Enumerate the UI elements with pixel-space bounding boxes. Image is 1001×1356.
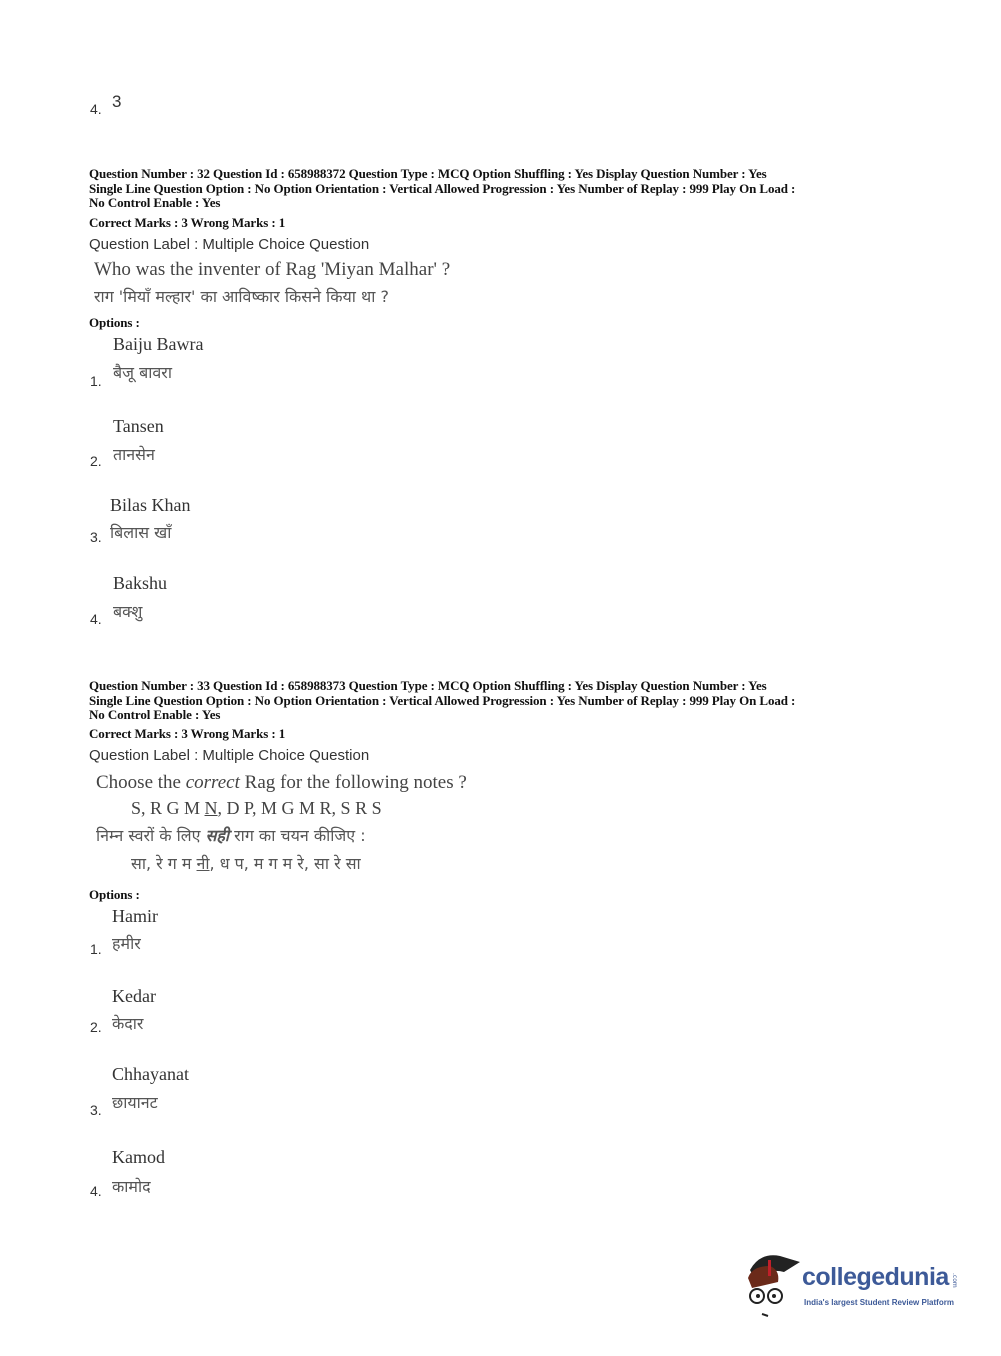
header-line: No Control Enable : Yes — [89, 707, 221, 722]
q32-option-2-number: 2. — [90, 453, 102, 469]
logo-tagline: India's largest Student Review Platform — [804, 1298, 954, 1307]
prev-option-number: 4. — [90, 101, 102, 117]
prev-option-value: 3 — [112, 92, 122, 111]
question-33-label: Question Label : Multiple Choice Question — [89, 747, 370, 764]
q32-option-2-hi[interactable]: तानसेन — [113, 445, 155, 464]
question-33-marks: Correct Marks : 3 Wrong Marks : 1 — [89, 726, 286, 741]
question-33-options-label: Options : — [89, 887, 140, 902]
q33-option-3-number: 3. — [90, 1102, 102, 1118]
q33-option-4-en[interactable]: Kamod — [112, 1147, 165, 1167]
logo-wordmark — [802, 1262, 958, 1292]
q33-option-4-hi[interactable]: कामोद — [112, 1177, 151, 1196]
header-line: Question Number : 33 Question Id : 658988373 Question Type : MCQ Option Shuffling : Yes Display Question Number : Yes — [89, 678, 767, 693]
q33-option-1-number: 1. — [90, 941, 102, 957]
header-line: Single Line Question Option : No Option Orientation : Vertical Allowed Progression : Yes Number of Replay : 999 Play On Load : — [89, 180, 796, 196]
q32-option-4-en[interactable]: Bakshu — [113, 573, 167, 593]
q32-option-1-hi[interactable]: बैजू बावरा — [113, 363, 172, 382]
question-32-text-en: Who was the inventer of Rag 'Miyan Malhar' ? — [94, 259, 451, 280]
question-32-text-hi: राग 'मियाँ मल्हार' का आविष्कार किसने किया था ? — [94, 287, 389, 306]
logo-suffix: .com — [950, 1273, 958, 1288]
question-33-text-hi: निम्न स्वरों के लिए सही राग का चयन कीजिए : — [96, 826, 366, 845]
q33-option-1-en[interactable]: Hamir — [112, 906, 158, 926]
question-33-notes-hi: सा, रे ग म नी, ध प, म ग म रे, सा रे सा — [131, 854, 361, 873]
q32-option-4-hi[interactable]: बक्शु — [113, 602, 143, 621]
question-32-marks: Correct Marks : 3 Wrong Marks : 1 — [89, 215, 286, 230]
q32-option-3-en[interactable]: Bilas Khan — [110, 495, 191, 515]
question-33-notes-en: S, R G M N, D P, M G M R, S R S — [131, 798, 382, 818]
q33-option-3-hi[interactable]: छायानट — [112, 1093, 158, 1112]
question-33-text-en: Choose the correct Rag for the following notes ? — [96, 772, 467, 793]
q32-option-4-number: 4. — [90, 611, 102, 627]
mascot-icon — [740, 1248, 802, 1318]
q33-option-3-en[interactable]: Chhayanat — [112, 1064, 189, 1084]
q33-option-1-hi[interactable]: हमीर — [112, 934, 141, 953]
header-line: No Control Enable : Yes — [89, 195, 221, 210]
q32-option-2-en[interactable]: Tansen — [113, 416, 164, 436]
collegedunia-logo — [740, 1248, 990, 1320]
q32-option-1-en[interactable]: Baiju Bawra — [113, 334, 204, 354]
q32-option-1-number: 1. — [90, 373, 102, 389]
question-32-header — [89, 167, 795, 211]
header-line: Single Line Question Option : No Option Orientation : Vertical Allowed Progression : Yes Number of Replay : 999 Play On Load : — [89, 692, 796, 708]
logo-name: collegedunia — [802, 1263, 949, 1291]
q33-option-2-en[interactable]: Kedar — [112, 986, 156, 1006]
q33-option-2-number: 2. — [90, 1019, 102, 1035]
q33-option-4-number: 4. — [90, 1183, 102, 1199]
question-32-options-label: Options : — [89, 315, 140, 330]
question-32-label: Question Label : Multiple Choice Question — [89, 236, 370, 253]
q32-option-3-number: 3. — [90, 529, 102, 545]
q32-option-3-hi[interactable]: बिलास खाँ — [110, 523, 172, 542]
q33-option-2-hi[interactable]: केदार — [112, 1014, 144, 1033]
header-line: Question Number : 32 Question Id : 658988372 Question Type : MCQ Option Shuffling : Yes Display Question Number : Yes — [89, 166, 767, 181]
question-33-header — [89, 679, 795, 723]
